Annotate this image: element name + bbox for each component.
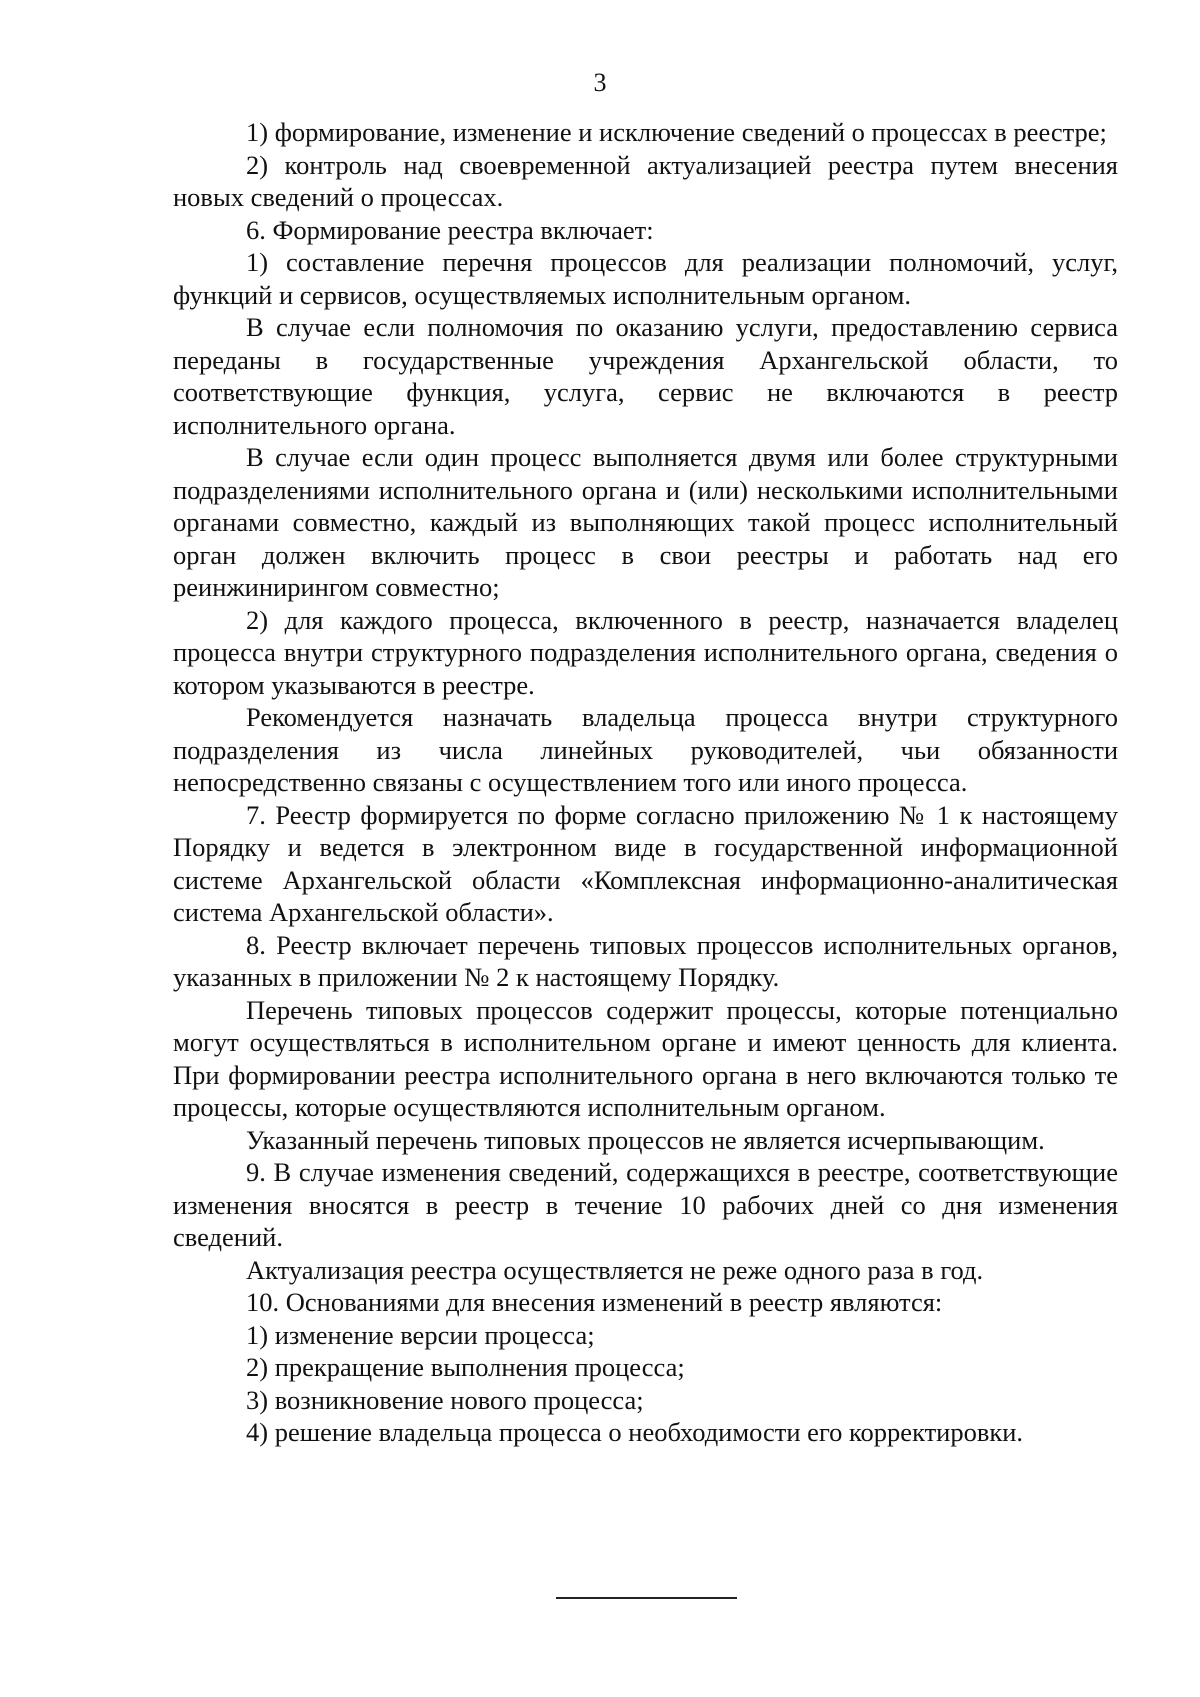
document-end-rule — [556, 1597, 737, 1599]
paragraph: В случае если полномочия по оказанию услуги, предоставлению сервиса переданы в государственные учреждения Архангельской области, то соответствующие функция, услуга, сервис не включаются в реестр исполнительного органа. — [173, 312, 1118, 440]
paragraph: 7. Реестр формируется по форме согласно приложению № 1 к настоящему Порядку и ведется в электронном виде в государственной информационной системе Архангельской области «Комплексная информационно-аналитическая система Архангельской области». — [173, 799, 1118, 927]
paragraph: 1) составление перечня процессов для реализации полномочий, услуг, функций и сервисов, осуществляемых исполнительным органом. — [173, 247, 1118, 310]
paragraph: 6. Формирование реестра включает: — [246, 214, 654, 245]
paragraph: В случае если один процесс выполняется двумя или более структурными подразделениями исполнительного органа и (или) несколькими исполнительными органами совместно, каждый из выполняющих такой процесс исполнительный орган должен включить процесс в свои реестры и работать над его реинжинирингом совместно; — [173, 442, 1118, 602]
paragraph: 9. В случае изменения сведений, содержащихся в реестре, соответствующие изменения вносятся в реестр в течение 10 рабочих дней со дня изменения сведений. — [173, 1157, 1118, 1252]
paragraph: Актуализация реестра осуществляется не реже одного раза в год. — [246, 1254, 984, 1285]
paragraph: Перечень типовых процессов содержит процессы, которые потенциально могут осуществляться в исполнительном органе и имеют ценность для клиента. При формировании реестра исполнительного органа в него включаются только те процессы, которые осуществляются исполнительным органом. — [173, 994, 1118, 1122]
paragraph: 3) возникновение нового процесса; — [246, 1384, 644, 1415]
paragraph: 1) формирование, изменение и исключение сведений о процессах в реестре; — [246, 117, 1107, 147]
paragraph: 2) прекращение выполнения процесса; — [246, 1352, 685, 1382]
paragraph: 10. Основаниями для внесения изменений в реестр являются: — [246, 1287, 943, 1317]
paragraph: 8. Реестр включает перечень типовых процессов исполнительных органов, указанных в приложении № 2 к настоящему Порядку. — [173, 929, 1118, 992]
paragraph: 4) решение владельца процесса о необходимости его корректировки. — [246, 1417, 1024, 1447]
document-body — [173, 116, 1118, 1449]
paragraph: Рекомендуется назначать владельца процесса внутри структурного подразделения из числа линейных руководителей, чьи обязанности непосредственно связаны с осуществлением того или иного процесса. — [173, 702, 1118, 797]
paragraph: 2) контроль над своевременной актуализацией реестра путем внесения новых сведений о процессах. — [173, 149, 1118, 212]
paragraph: 2) для каждого процесса, включенного в реестр, назначается владелец процесса внутри структурного подразделения исполнительного органа, сведения о котором указываются в реестре. — [173, 604, 1118, 700]
paragraph: 1) изменение версии процесса; — [246, 1319, 595, 1350]
paragraph: Указанный перечень типовых процессов не является исчерпывающим. — [246, 1124, 1045, 1155]
page-number: 3 — [593, 68, 607, 97]
